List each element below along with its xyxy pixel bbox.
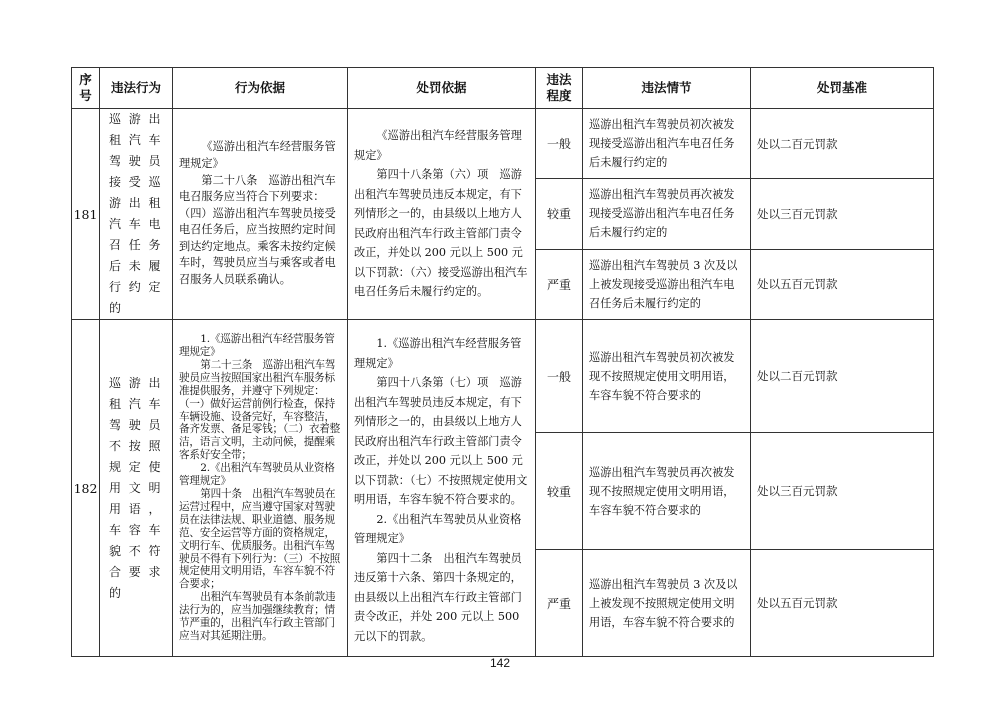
header-circumstance: 违法情节 — [583, 68, 751, 109]
header-standard: 处罚基准 — [751, 68, 934, 109]
penalty-article: 第四十八条第（六）项 巡游出租汽车驾驶员违反本规定，有下列情形之一的，由县级以上地方人民政府出租汽车行政主管部门责令改正，并处以 200 元以上 500 元以下罚款：（六）接受巡游出租汽车电召任务后未履行约定的。 — [354, 168, 528, 299]
table-row — [72, 320, 934, 433]
penalty-title: 2.《出租汽车驾驶员从业资格管理规定》 — [354, 512, 522, 545]
basis-article: 第二十三条 巡游出租汽车驾驶员应当按照国家出租汽车服务标准提供服务，并遵守下列规定：（一）做好运营前例行检查，保持车辆设施、设备完好，车容整洁，备齐发票、备足零钱；（二）衣着整洁，语言文明，主动问候，提醒乘客系好安全带； — [179, 358, 340, 462]
standard-cell: 处以三百元罚款 — [751, 179, 934, 249]
header-penalty: 处罚依据 — [348, 68, 536, 109]
table-header-row — [72, 68, 934, 109]
basis-title: 2.《出租汽车驾驶员从业资格管理规定》 — [179, 462, 335, 488]
basis-cell — [173, 109, 348, 320]
table-row — [72, 109, 934, 179]
header-act: 违法行为 — [100, 68, 173, 109]
degree-cell: 较重 — [536, 433, 583, 550]
basis-article: 出租汽车驾驶员有本条前款违法行为的，应当加强继续教育；情节严重的，出租汽车行政主管部门应当对其延期注册。 — [179, 591, 336, 642]
circumstance-cell: 巡游出租汽车驾驶员 3 次及以上被发现接受巡游出租汽车电召任务后未履行约定的 — [583, 249, 751, 319]
degree-cell: 较重 — [536, 179, 583, 249]
header-degree: 违法程度 — [536, 68, 583, 109]
basis-cell — [173, 320, 348, 657]
degree-cell: 一般 — [536, 320, 583, 433]
header-basis: 行为依据 — [173, 68, 348, 109]
circumstance-cell: 巡游出租汽车驾驶员再次被发现接受巡游出租汽车电召任务后未履行约定的 — [583, 179, 751, 249]
penalty-article: 第四十二条 出租汽车驾驶员违反第十六条、第四十条规定的，由县级以上出租汽车行政主管部门责令改正，并处 200 元以上 500 元以下的罚款。 — [354, 551, 522, 643]
circumstance-cell: 巡游出租汽车驾驶员初次被发现不按照规定使用文明用语，车容车貌不符合要求的 — [583, 320, 751, 433]
basis-title: 1.《巡游出租汽车经营服务管理规定》 — [179, 333, 335, 359]
act-cell: 巡游出租汽车驾驶员接受巡游出租汽车电召任务后未履行约定的 — [100, 109, 173, 320]
degree-cell: 一般 — [536, 109, 583, 179]
penalty-article: 第四十八条第（七）项 巡游出租汽车驾驶员违反本规定，有下列情形之一的，由县级以上地方人民政府出租汽车行政主管部门责令改正，并处以 200 元以上 500 元以下罚款：（七）不按照规定使用文明用语，车容车貌不符合要求的。 — [354, 376, 528, 506]
header-seq: 序号 — [72, 68, 100, 109]
degree-cell: 严重 — [536, 249, 583, 319]
penalty-title: 《巡游出租汽车经营服务管理规定》 — [354, 129, 522, 162]
penalty-standard-table — [71, 67, 934, 657]
penalty-cell — [348, 109, 536, 320]
basis-article: 第二十八条 巡游出租汽车电召服务应当符合下列要求：（四）巡游出租汽车驾驶员接受电召任务后，应当按照约定时间到达约定地点。乘客未按约定候车时，驾驶员应当与乘客或者电召服务人员联系确认。 — [179, 173, 336, 287]
act-cell: 巡游出租汽车驾驶员不按照规定使用文明用语，车容车貌不符合要求的 — [100, 320, 173, 657]
circumstance-cell: 巡游出租汽车驾驶员初次被发现接受巡游出租汽车电召任务后未履行约定的 — [583, 109, 751, 179]
circumstance-cell: 巡游出租汽车驾驶员再次被发现不按照规定使用文明用语，车容车貌不符合要求的 — [583, 433, 751, 550]
seq-cell: 181 — [72, 109, 100, 320]
penalty-cell — [348, 320, 536, 657]
circumstance-cell: 巡游出租汽车驾驶员 3 次及以上被发现不按照规定使用文明用语，车容车貌不符合要求的 — [583, 550, 751, 657]
penalty-title: 1.《巡游出租汽车经营服务管理规定》 — [354, 337, 522, 370]
standard-cell: 处以五百元罚款 — [751, 550, 934, 657]
degree-cell: 严重 — [536, 550, 583, 657]
basis-title: 《巡游出租汽车经营服务管理规定》 — [179, 140, 336, 170]
standard-cell: 处以三百元罚款 — [751, 433, 934, 550]
standard-cell: 处以五百元罚款 — [751, 249, 934, 319]
basis-article: 第四十条 出租汽车驾驶员在运营过程中，应当遵守国家对驾驶员在法律法规、职业道德、服务规范、安全运营等方面的资格规定，文明行车、优质服务。出租汽车驾驶员不得有下列行为：（三）不按照规定使用文明用语，车容车貌不符合要求； — [179, 488, 340, 591]
seq-cell: 182 — [72, 320, 100, 657]
standard-cell: 处以二百元罚款 — [751, 109, 934, 179]
page-number: 142 — [489, 656, 511, 670]
standard-cell: 处以二百元罚款 — [751, 320, 934, 433]
